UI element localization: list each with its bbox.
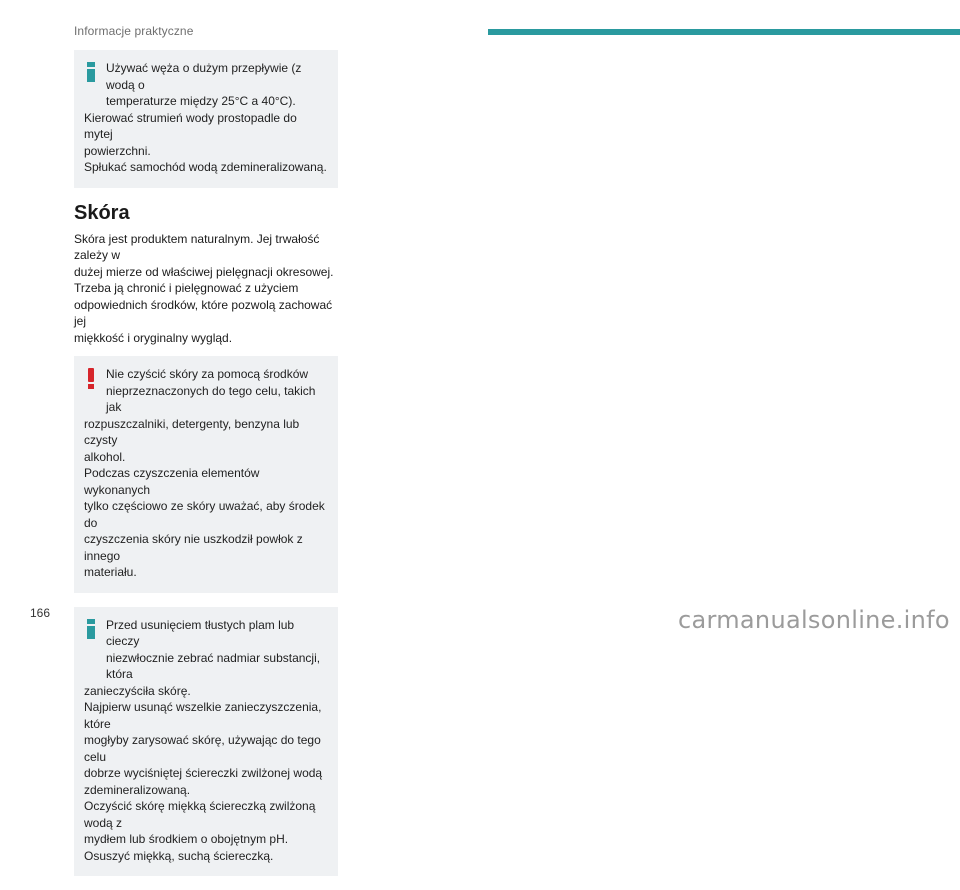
text-line: Oczyścić skórę miękką ściereczką zwilżoną wodą z [84, 799, 316, 830]
text-line: Przed usunięciem tłustych plam lub cieczy [106, 617, 295, 648]
page-number: 166 [30, 606, 51, 620]
text-line: tylko częściowo ze skóry uważać, aby środek do [84, 499, 325, 530]
info-box-washing [74, 50, 338, 188]
text-line: Kierować strumień wody prostopadle do mytej [84, 110, 297, 141]
text-line: temperaturze między 25°C a 40°C). [106, 94, 296, 108]
warning-box-leather [74, 356, 338, 593]
text-line: odpowiednich środków, które pozwolą zachować jej [74, 297, 333, 328]
text-line: dużej mierze od właściwej pielęgnacji okresowej. [74, 264, 334, 279]
text-line: nieprzeznaczonych do tego celu, takich jak [106, 383, 316, 414]
info-icon [87, 62, 95, 82]
info-icon [87, 619, 95, 639]
text-line: niezwłocznie zebrać nadmiar substancji, która [106, 650, 321, 681]
text-line: zanieczyściła skórę. [84, 683, 191, 698]
text-line: Najpierw usunąć wszelkie zanieczyszczenia, które [84, 700, 322, 731]
warning-box-lead [84, 366, 328, 416]
text-line: miękkość i oryginalny wygląd. [74, 330, 233, 345]
text-line: czyszczenia skóry nie uszkodził powłok z innego [84, 532, 303, 563]
text-line: powierzchni. [84, 143, 151, 158]
info-box-lead [84, 60, 328, 110]
info-box-lead [84, 617, 328, 683]
text-line: Spłukać samochód wodą zdemineralizowaną. [84, 160, 327, 174]
site-watermark: carmanualsonline.info [678, 606, 950, 634]
text-line: dobrze wyciśniętej ściereczki zwilżonej wodą [84, 766, 323, 780]
text-line: mydłem lub środkiem o obojętnym pH. [84, 832, 289, 846]
text-line: zdemineralizowaną. [84, 782, 191, 797]
warning-icon [87, 368, 95, 388]
leather-intro-paragraph [74, 231, 338, 347]
page-section-label: Informacje praktyczne [74, 24, 194, 38]
text-line: materiału. [84, 565, 137, 579]
info-box-leather [74, 607, 338, 877]
section-accent-bar [488, 29, 960, 35]
text-line: rozpuszczalniki, detergenty, benzyna lub czysty [84, 416, 300, 447]
text-line: Osuszyć miękką, suchą ściereczką. [84, 848, 274, 863]
text-line: Skóra jest produktem naturalnym. Jej trwałość zależy w [74, 231, 320, 262]
text-line: Trzeba ją chronić i pielęgnować z użyciem [74, 281, 299, 295]
text-line: alkohol. [84, 449, 126, 464]
text-line: Używać węża o dużym przepływie (z wodą o [106, 61, 302, 92]
text-line: Podczas czyszczenia elementów wykonanych [84, 466, 260, 497]
text-line: mogłyby zarysować skórę, używając do tego celu [84, 733, 321, 764]
section-title: Skóra [74, 201, 130, 224]
text-line: Nie czyścić skóry za pomocą środków [106, 367, 309, 381]
content-column [74, 50, 338, 890]
